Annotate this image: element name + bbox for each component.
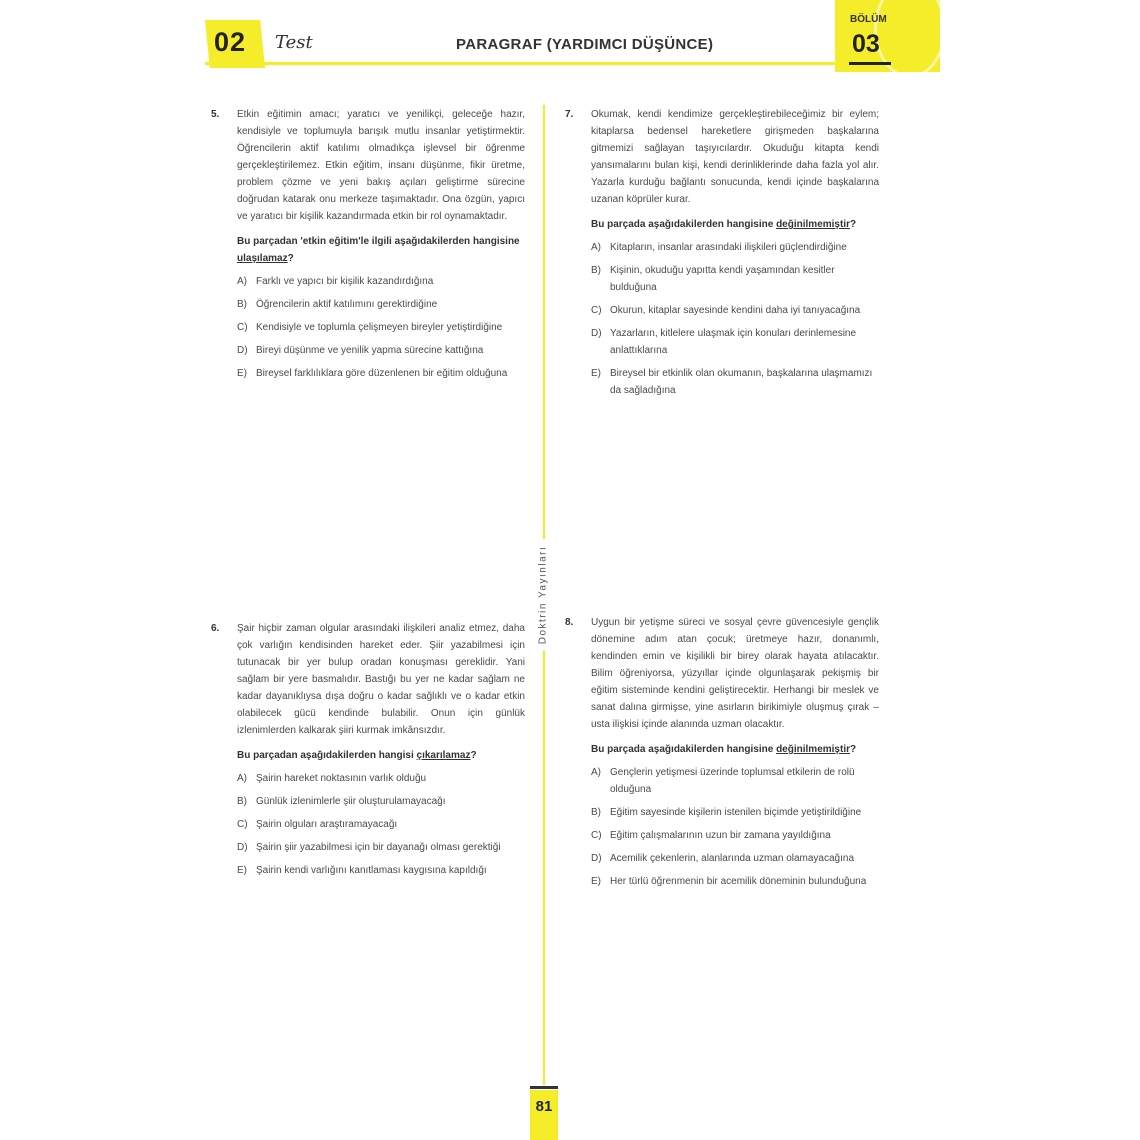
prompt-emphasis: değinilmemiştir (776, 744, 850, 755)
unit-number: 03 (852, 30, 880, 58)
answer-option[interactable] (591, 239, 879, 256)
answer-option[interactable] (237, 839, 525, 856)
answer-option[interactable] (591, 262, 879, 296)
question-stem: Şair hiçbir zaman olgular arasındaki ilişkileri analiz etmez, daha çok varlığın kendisinden hareket eder. Şiir yazabilmesi için tutunacak bir yer bulup oradan konuşması gereklidir. Yani sağlam bir yere basmalıdır. Bastığı bu yer ne kadar sağlam ne kadar dayanıklıysa dışa doğru o kadar sağlıklı ve o kadar etkin olabilecek gücü kendinde bulabilir. Onun için günlük izlenimlerden kalkarak şiiri kurmak imkânsızdır. (237, 623, 525, 736)
answer-option[interactable] (591, 764, 879, 798)
question-stem: Okumak, kendi kendimize gerçekleştirebileceğimiz bir eylem; kitaplarsa bedensel hareketlere girişmeden başkalarına gitmemizi sağlayan taşıyıcılardır. Okuduğu kitapta kendi yansımalarını bulan kişi, kendi derinliklerinde daha fazla yol alır. Yazarla kurduğu bağlantı sonucunda, kendi içinde başkalarına uzanan köprüler kurar. (591, 109, 879, 205)
test-label: Test (275, 32, 313, 53)
question-body (237, 106, 525, 382)
answer-option[interactable] (591, 325, 879, 359)
option-text: Günlük izlenimlerle şiir oluşturulamayacağı (256, 796, 446, 807)
answer-option[interactable] (591, 850, 879, 867)
option-letter: C) (591, 305, 602, 316)
option-text: Eğitim çalışmalarının uzun bir zamana yayıldığına (610, 830, 831, 841)
option-letter: A) (591, 767, 601, 778)
prompt-emphasis: ulaşılamaz (237, 253, 288, 264)
option-text: Her türlü öğrenmenin bir acemilik döneminin bulunduğuna (610, 876, 867, 887)
unit-underline (849, 62, 891, 65)
answer-option[interactable] (237, 342, 525, 359)
prompt-emphasis: değinilmemiştir (776, 219, 850, 230)
question-number: 8. (565, 617, 574, 628)
option-letter: D) (591, 328, 602, 339)
option-letter: B) (591, 807, 601, 818)
answer-option[interactable] (591, 804, 879, 821)
answer-option[interactable] (237, 793, 525, 810)
prompt-end: ? (849, 219, 857, 230)
option-letter: E) (237, 865, 247, 876)
question-number: 7. (565, 109, 574, 120)
option-letter: C) (237, 322, 248, 333)
question-body (591, 106, 879, 399)
option-letter: E) (591, 876, 601, 887)
option-letter: E) (591, 368, 601, 379)
question-prompt (591, 741, 879, 758)
option-letter: C) (591, 830, 602, 841)
prompt-end: ? (849, 744, 857, 755)
option-text: Farklı ve yapıcı bir kişilik kazandırdığına (256, 276, 434, 287)
header-rule (205, 62, 940, 65)
page-title: PARAGRAF (YARDIMCI DÜŞÜNCE) (456, 36, 714, 53)
answer-option[interactable] (591, 302, 879, 319)
option-letter: A) (237, 773, 247, 784)
question-stem: Uygun bir yetişme süreci ve sosyal çevre güvencesiyle gençlik dönemine adım atan çocuk; üretmeye hazır, donanımlı, kendinden emin ve kişilikli bir birey olarak hayata atılacaktır. Bilim öğreniyorsa, yüzyıllar içinde olgunlaşarak pekişmiş bir eğitim sisteminde kendini geliştirecektir. Herhangi bir meslek ve sanat dalına girmişse, yine asırların birikimiyle oluşmuş çırak – usta ilişkisi içinde alanında uzman olacaktır. (591, 617, 879, 730)
prompt-text: Bu parçadan 'etkin eğitim'le ilgili aşağıdakilerden hangisine (237, 236, 520, 247)
page-number-bar (530, 1086, 558, 1089)
option-text: Eğitim sayesinde kişilerin istenilen biçimde yetiştirildiğine (610, 807, 862, 818)
option-letter: D) (237, 842, 248, 853)
option-letter: A) (237, 276, 247, 287)
option-text: Acemilik çekenlerin, alanlarında uzman olamayacağına (610, 853, 855, 864)
answer-option[interactable] (591, 827, 879, 844)
prompt-end: ? (287, 253, 294, 264)
question-6 (211, 620, 525, 879)
answer-option[interactable] (237, 862, 525, 879)
answer-option[interactable] (237, 273, 525, 290)
answer-option[interactable] (237, 365, 525, 382)
option-letter: A) (591, 242, 601, 253)
question-5 (211, 106, 525, 382)
question-8 (565, 614, 879, 890)
option-letter: B) (237, 299, 247, 310)
option-text: Öğrencilerin aktif katılımını gerektirdiğine (256, 299, 438, 310)
question-7 (565, 106, 879, 399)
test-number: 02 (214, 27, 247, 57)
option-letter: C) (237, 819, 248, 830)
prompt-text: Bu parçadan aşağıdakilerden hangisi (237, 750, 417, 761)
question-prompt (591, 216, 879, 233)
option-letter: D) (237, 345, 248, 356)
prompt-end: ? (470, 750, 477, 761)
question-number: 6. (211, 623, 220, 634)
answer-option[interactable] (237, 816, 525, 833)
unit-label: BÖLÜM (850, 14, 887, 25)
prompt-text: Bu parçada aşağıdakilerden hangisine (591, 219, 777, 230)
option-text: Kişinin, okuduğu yapıtta kendi yaşamından kesitler bulduğuna (610, 265, 835, 293)
option-text: Gençlerin yetişmesi üzerinde toplumsal etkilerin de rolü olduğuna (610, 767, 855, 795)
question-prompt (237, 747, 525, 764)
option-letter: D) (591, 853, 602, 864)
publisher-side-text: Doktrin Yayınları (538, 540, 549, 651)
option-text: Şairin olguları araştıramayacağı (256, 819, 398, 830)
question-number: 5. (211, 109, 220, 120)
prompt-text: Bu parçada aşağıdakilerden hangisine (591, 744, 777, 755)
answer-option[interactable] (237, 296, 525, 313)
option-text: Şairin kendi varlığını kanıtlaması kaygısına kapıldığı (256, 865, 487, 876)
option-letter: B) (237, 796, 247, 807)
option-text: Bireyi düşünme ve yenilik yapma sürecine kattığına (256, 345, 484, 356)
page-number: 81 (535, 1098, 553, 1115)
option-letter: B) (591, 265, 601, 276)
option-text: Şairin hareket noktasının varlık olduğu (256, 773, 427, 784)
option-text: Kitapların, insanlar arasındaki ilişkileri güçlendirdiğine (610, 242, 847, 253)
option-text: Şairin şiir yazabilmesi için bir dayanağı olması gerektiği (256, 842, 501, 853)
option-text: Bireysel bir etkinlik olan okumanın, başkalarına ulaşmamızı da sağladığına (610, 368, 873, 396)
answer-option[interactable] (591, 365, 879, 399)
answer-option[interactable] (237, 770, 525, 787)
answer-option[interactable] (591, 873, 879, 890)
question-prompt (237, 233, 525, 267)
question-body (237, 620, 525, 879)
option-text: Kendisiyle ve toplumla çelişmeyen bireyler yetiştirdiğine (256, 322, 503, 333)
option-text: Bireysel farklılıklara göre düzenlenen bir eğitim olduğuna (256, 368, 508, 379)
answer-option[interactable] (237, 319, 525, 336)
option-text: Okurun, kitaplar sayesinde kendini daha iyi tanıyacağına (610, 305, 861, 316)
option-text: Yazarların, kitlelere ulaşmak için konuları derinlemesine anlattıklarına (610, 328, 857, 356)
question-stem: Etkin eğitimin amacı; yaratıcı ve yenilikçi, geleceğe hazır, kendisiyle ve toplumuyla barışık mutlu insanlar yetiştirmektir. Öğrencilerin aktif katılımı olmadıkça işlevsel bir öğrenme gerçekleştirilemez. Etkin eğitim, insanı düşünme, fikir üretme, problem çözme ve yeni bakış açıları geliştirme sürecine doğrudan katarak onu merkeze taşımaktadır. Ona özgün, yapıcı ve yaratıcı bir kişilik kazandırmada etkin bir rol oynamaktadır. (237, 109, 525, 222)
option-letter: E) (237, 368, 247, 379)
prompt-emphasis: çıkarılamaz (416, 750, 471, 761)
question-body (591, 614, 879, 890)
